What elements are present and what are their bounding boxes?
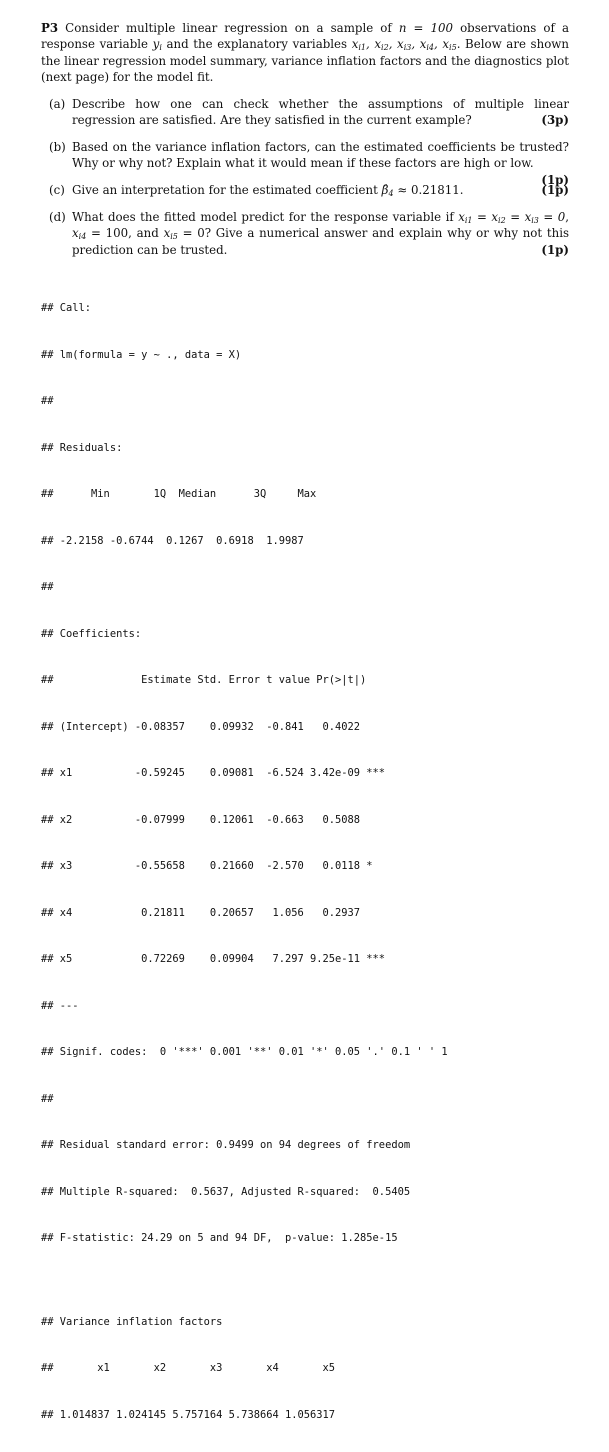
output-line: ## Residuals: xyxy=(41,441,123,454)
question-b xyxy=(49,139,569,188)
beta4-symbol: $\betâ_4$ xyxy=(381,183,394,198)
r-output-block xyxy=(41,270,581,1452)
output-line: ## lm(formula = y ~ ., data = X) xyxy=(41,348,242,361)
output-line: ## x5 0.72269 0.09904 7.297 9.25e-11 *** xyxy=(41,953,386,965)
intro-text-1: Consider multiple linear regression on a sample of xyxy=(65,21,392,35)
question-c-points: (1p) xyxy=(541,183,569,197)
output-line: ## (Intercept) -0.08357 0.09932 -0.841 0.4022 xyxy=(41,720,361,733)
output-line: ## xyxy=(41,1092,54,1105)
explanatory-variables: $x_{i1}$, $x_{i2}$, $x_{i3}$, $x_{i4}$, $x_{i5}$ xyxy=(351,37,457,53)
output-line: ## Estimate Std. Error t value Pr(>|t|) xyxy=(41,674,367,686)
question-c xyxy=(49,182,569,198)
output-line: ## Coefficients: xyxy=(41,627,142,640)
output-line: ## Residual standard error: 0.9499 on 94 degrees of freedom xyxy=(41,1139,411,1151)
intro-text-3: and the explanatory variables xyxy=(166,37,348,52)
output-line: ## F-statistic: 24.29 on 5 and 94 DF, p-value: 1.285e-15 xyxy=(41,1232,398,1244)
output-line: ## Signif. codes: 0 '***' 0.001 '**' 0.01 '*' 0.05 '.' 0.1 ' ' 1 xyxy=(41,1046,448,1058)
question-b-label: (b) xyxy=(49,140,66,154)
condition-x4: $x_{i4}$ xyxy=(72,226,87,242)
sample-size: n = 100 xyxy=(398,21,453,35)
question-b-text: Based on the variance inflation factors, can the estimated coefficients be trusted? Why or why not? Explain what it would mean if these factors are high or low. xyxy=(72,140,569,171)
question-b-points: (1p) xyxy=(541,172,569,187)
question-d-text-3: = 0? Give a numerical answer and explain why or why not this prediction can be trusted. xyxy=(72,226,570,257)
block-gap xyxy=(41,1278,581,1284)
output-line: ## xyxy=(41,395,54,407)
output-line: ## Call: xyxy=(41,302,92,314)
question-a-text: Describe how one can check whether the assumptions of multiple linear regression are satisfied. Are they satisfied in the current example? xyxy=(72,97,569,128)
problem-intro xyxy=(41,20,569,86)
output-line: ## Min 1Q Median 3Q Max xyxy=(41,488,317,500)
output-line: ## x3 -0.55658 0.21660 -2.570 0.0118 * xyxy=(41,860,373,872)
output-line: ## -2.2158 -0.6744 0.1267 0.6918 1.9987 xyxy=(41,534,304,547)
question-c-text-after: ≈ 0.21811. xyxy=(397,183,464,197)
intro-text-4: . Below are shown the linear regression model summary, variance inflation factors and the diagnostics plot (next page) for the model fit. xyxy=(41,37,570,85)
question-a-points: (3p) xyxy=(541,113,569,128)
vif-line: ## x1 x2 x3 x4 x5 xyxy=(41,1362,336,1374)
question-d-label: (d) xyxy=(49,210,66,224)
response-variable: $y_i$ xyxy=(152,37,162,53)
question-d-text-1: What does the fitted model predict for the response variable if xyxy=(72,210,454,224)
condition-x1-x2-x3: $x_{i1} = x_{i2} = x_{i3} = 0$ xyxy=(458,210,566,225)
vif-line: ## Variance inflation factors xyxy=(41,1315,223,1328)
question-c-label: (c) xyxy=(49,183,65,197)
vif-line: ## 1.014837 1.024145 5.757164 5.738664 1.056317 xyxy=(41,1408,336,1421)
question-c-text-before: Give an interpretation for the estimated coefficient xyxy=(72,183,378,197)
condition-x5: $x_{i5}$ xyxy=(163,226,178,242)
output-line: ## --- xyxy=(41,999,79,1012)
output-line: ## xyxy=(41,581,54,593)
question-d-text-2: = 100, and xyxy=(91,226,159,241)
output-line: ## Multiple R-squared: 0.5637, Adjusted R-squared: 0.5405 xyxy=(41,1185,411,1198)
output-line: ## x1 -0.59245 0.09081 -6.524 3.42e-09 *** xyxy=(41,767,386,779)
question-a-label: (a) xyxy=(49,97,66,111)
question-a xyxy=(49,96,569,129)
question-d: (d) What does the fitted model predict for the response variable if $x_{i1} = x_{i2} = x_{i3} = 0$, $x_{i4} = 100$, and $x_{i5} = 0$? Give a numerical answer and explain why or why not this prediction can be trusted. (1p) xyxy=(49,210,570,257)
output-line: ## x2 -0.07999 0.12061 -0.663 0.5088 xyxy=(41,813,361,826)
output-line: ## x4 0.21811 0.20657 1.056 0.2937 xyxy=(41,906,361,919)
problem-id: P3 xyxy=(41,21,59,35)
intro-text-2: observations of a response variable xyxy=(41,21,570,52)
question-d-points: (1p) xyxy=(541,242,569,257)
